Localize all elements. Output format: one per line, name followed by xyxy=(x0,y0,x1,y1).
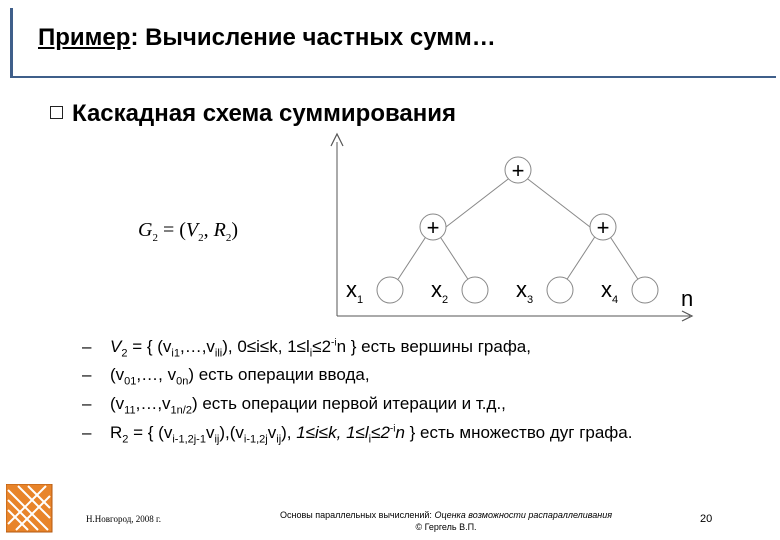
text-run: (v xyxy=(110,394,125,413)
text-run: n xyxy=(395,423,405,442)
formula-g: G xyxy=(138,219,153,241)
text-sub: i-1,2j-1 xyxy=(172,433,206,446)
text-sub: i1 xyxy=(171,347,180,360)
text-run: ),(v xyxy=(219,423,244,442)
formula-eq: = ( xyxy=(157,219,186,241)
axis-n-label: n xyxy=(681,286,694,311)
text-run: ), 0≤i≤k, 1≤l xyxy=(222,337,310,356)
leaf-x: x xyxy=(601,277,612,302)
footer-city: Н.Новгород, 2008 г. xyxy=(86,514,161,524)
text-sub: 11 xyxy=(124,404,136,417)
plus-label: + xyxy=(596,215,610,240)
leaf-x: x xyxy=(346,277,357,302)
text-run: v xyxy=(205,423,215,442)
formula-comma: , xyxy=(203,219,214,241)
leaf-sub: 3 xyxy=(527,294,534,306)
leaf-sub: 1 xyxy=(357,294,364,306)
formula-r: R xyxy=(213,219,226,241)
text-sub: ij xyxy=(214,433,220,446)
text-sub: 0n xyxy=(176,375,189,388)
text-run: ≤2 xyxy=(312,337,332,356)
text-run: ,…,v xyxy=(179,337,215,356)
leaf-sub: 4 xyxy=(612,294,619,306)
input-node-3 xyxy=(547,277,573,303)
text-sup: -i xyxy=(389,423,396,435)
section-subtitle: Каскадная схема суммирования xyxy=(72,100,457,127)
text-run: = { (v xyxy=(127,337,172,356)
text-run: (v xyxy=(110,365,125,384)
text-sub: 2 xyxy=(122,433,129,446)
formula-sub: 2 xyxy=(152,232,158,244)
formula-sub: 2 xyxy=(198,232,204,244)
footer-course-name: Основы параллельных вычислений: xyxy=(279,510,435,520)
text-sup: -i xyxy=(331,337,337,349)
footer-course-topic: Оценка возможности распараллеливания xyxy=(434,510,613,520)
text-run: R xyxy=(110,423,123,442)
text-sub: 01 xyxy=(124,375,137,388)
leaf-sub: 2 xyxy=(442,294,449,306)
university-logo-icon xyxy=(6,484,54,534)
input-node-2 xyxy=(462,277,488,303)
text-run: = { (v xyxy=(128,423,173,442)
text-run: ) есть операции первой итерации и т.д., xyxy=(191,394,506,413)
list-dash: – xyxy=(82,337,92,356)
text-run: 1≤i≤k, 1≤l xyxy=(296,423,369,442)
text-sub: ili xyxy=(214,347,223,360)
input-node-1 xyxy=(377,277,403,303)
page-number: 20 xyxy=(700,513,713,525)
formula-v: V xyxy=(185,219,199,241)
text-run: } есть множество дуг графа. xyxy=(404,423,633,442)
list-dash: – xyxy=(82,365,92,384)
list-text xyxy=(110,394,506,416)
plus-label: + xyxy=(511,158,525,183)
list-text xyxy=(110,365,370,387)
text-sub: i-1,2j xyxy=(243,433,268,446)
title-prefix: Пример xyxy=(38,24,131,51)
text-run: ,…, v xyxy=(136,365,177,384)
text-sub: i xyxy=(368,433,372,446)
text-run: ) есть операции ввода, xyxy=(188,365,370,384)
leaf-label xyxy=(346,277,363,306)
leaf-label xyxy=(516,277,533,306)
leaf-x: x xyxy=(431,277,442,302)
text-sub: ij xyxy=(276,433,282,446)
leaf-label xyxy=(601,277,618,306)
list-text xyxy=(110,337,531,359)
plus-label: + xyxy=(426,215,440,240)
leaf-x: x xyxy=(516,277,527,302)
title-rest: : Вычисление частных сумм… xyxy=(130,24,496,51)
leaf-label xyxy=(431,277,448,306)
text-run: ≤2 xyxy=(371,423,390,442)
text-run: V xyxy=(110,337,122,356)
text-run: n } есть вершины графа, xyxy=(336,337,531,356)
text-run: ), xyxy=(281,423,297,442)
list-dash: – xyxy=(82,423,92,442)
formula-sub: 2 xyxy=(225,232,232,244)
text-run: ,…,v xyxy=(135,394,171,413)
input-node-4 xyxy=(632,277,658,303)
formula-close: ) xyxy=(231,219,239,241)
text-sub: 1n/2 xyxy=(170,404,192,417)
list-dash: – xyxy=(82,394,92,413)
list-text xyxy=(110,423,632,445)
footer-author: © Гергель В.П. xyxy=(415,522,477,532)
footer-course xyxy=(236,509,656,533)
text-run: v xyxy=(267,423,277,442)
text-sub: 2 xyxy=(121,347,128,360)
text-sub: i xyxy=(309,347,313,360)
